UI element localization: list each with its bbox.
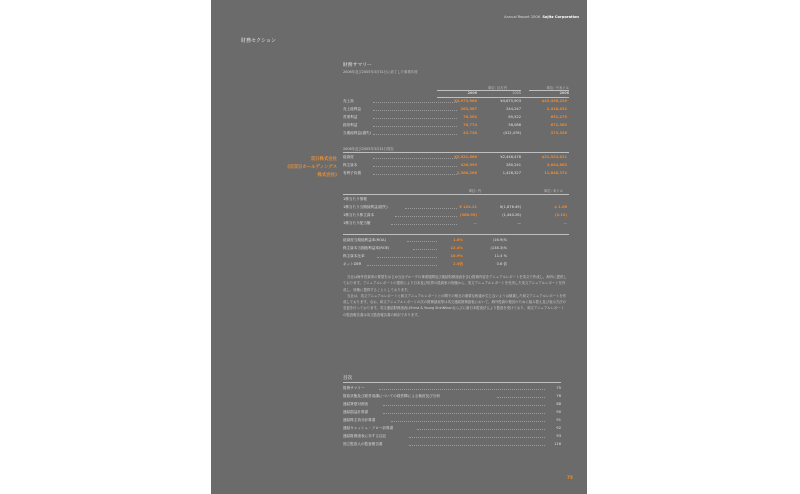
row-label: 1株当たり株主資本 (343, 213, 375, 217)
summary-title: 財務サマリー (343, 63, 372, 68)
table-row (343, 115, 567, 122)
value-2005: (412,476) (503, 131, 521, 135)
row-label: 総資産 (343, 155, 354, 159)
toc-label: 財務サマリー (343, 386, 365, 390)
toc-label: 連結財務諸表に対する注記 (343, 434, 387, 438)
table-row (343, 155, 567, 162)
toc-page: 92 (556, 426, 561, 430)
value-usd: 373,326 (550, 131, 567, 135)
row-label: 当期純利益(損失) (343, 131, 371, 135)
note-paragraph: 当社は、英文アニュアルレポートと和文アニュアルレポートとの間での相互の重要な相違が生じないようは慎重した和文アニュアルレポートを作成しております。なお、和文アニュアルレポートの次の財務諸表等は英文連結財務諸表において、海外投資の便宜のために組み替え及び表示方法の変更を行っております。英文連結財務諸表はErnst & Young ShinNihonならびに新日本監査法人より監査を受けており、和文アニュアルレポートの監査報告書は英文監査報告書の和訳であります。 (343, 293, 567, 317)
value-2006: 283,387 (460, 107, 477, 111)
row-label: ネットDER (343, 262, 362, 266)
value-2006: ¥ 124.21 (459, 205, 477, 209)
value-2005: (1,440.26) (502, 213, 521, 217)
table-row (343, 262, 567, 269)
value-usd: 651,279 (550, 115, 567, 119)
unit-jpy-per-share: 単位: 円 (468, 189, 481, 193)
value-usd: $21,523,821 (541, 155, 567, 159)
toc-title: 目次 (343, 376, 353, 381)
table-row (343, 163, 567, 170)
per-share-title: 1株当たり情報 (343, 197, 367, 201)
value-2005: — (517, 221, 521, 225)
value-usd: 672,382 (550, 123, 567, 127)
value-2006: 12.4% (450, 246, 463, 250)
value-usd: $ 1.06 (554, 205, 567, 209)
value-2005: 244,247 (506, 107, 521, 111)
value-2006: ¥2,521,660 (454, 155, 477, 159)
toc-label: 財政状態及び経営成績についての経営陣による検討及び分析 (343, 394, 440, 398)
table-row (343, 254, 567, 261)
report-name: Annual Report 2006 (504, 15, 541, 19)
toc-page: 91 (556, 418, 561, 422)
table-row (343, 221, 567, 228)
toc-item[interactable] (343, 410, 561, 418)
document-page (211, 0, 587, 494)
company-name-line: 双日株式会社 (310, 157, 337, 162)
row-label: 1株当たり配当額 (343, 221, 371, 225)
value-2006: 76,302 (463, 115, 477, 119)
value-2005: ¥(1,876.49) (499, 205, 521, 209)
table-row (343, 238, 567, 245)
value-2006: 1,386,266 (456, 171, 477, 175)
value-2006: 2.0倍 (453, 262, 463, 266)
toc-page: 90 (556, 410, 561, 414)
value-2006: 16.9% (450, 254, 463, 258)
col-header-2006-usd: 2006 (559, 91, 569, 95)
toc-page: 88 (556, 402, 561, 406)
value-2006: 1.8% (453, 238, 463, 242)
section-title: 財務セクション (241, 38, 276, 44)
company-name-block (287, 156, 337, 180)
value-2005: 280,241 (506, 163, 521, 167)
value-2005: 3.6 倍 (496, 262, 507, 266)
value-usd: 2,418,832 (546, 107, 567, 111)
toc-page: 116 (554, 442, 561, 446)
table-row (343, 246, 567, 253)
value-2005: 58,088 (508, 123, 521, 127)
running-header (504, 15, 579, 19)
value-2005: 65,522 (508, 115, 521, 119)
table-row (343, 123, 567, 130)
row-label: 総資産当期純利益率(ROA) (343, 238, 386, 242)
toc-page: 93 (556, 434, 561, 438)
value-2005: ¥4,675,903 (500, 99, 521, 103)
row-label: 株主資本 (343, 163, 358, 167)
value-2005: 1,428,327 (502, 171, 521, 175)
col-header-2006: 2006 (467, 91, 477, 95)
row-label: 売上高 (343, 99, 354, 103)
notes-paragraphs (343, 274, 567, 318)
table-row (343, 131, 567, 138)
table-row (343, 107, 567, 114)
value-usd: 11,848,374 (544, 171, 567, 175)
toc-item[interactable] (343, 442, 561, 450)
unit-usd-per-share: 単位: 米ドル (543, 189, 563, 193)
toc-label: 連結損益計算書 (343, 410, 369, 414)
value-2005: ¥2,448,478 (500, 155, 521, 159)
row-label: 営業利益 (343, 115, 358, 119)
per-share-title-row (343, 197, 567, 204)
company-name-line: 株式会社) (317, 173, 337, 178)
toc-item[interactable] (343, 418, 561, 426)
toc-page: 75 (556, 386, 561, 390)
value-2005: 11.4 % (494, 254, 507, 258)
toc-item[interactable] (343, 394, 561, 402)
table-row (343, 99, 567, 106)
row-label: 有利子負債 (343, 171, 361, 175)
row-label: 経常利益 (343, 123, 358, 127)
value-usd: 3,644,663 (546, 163, 567, 167)
page-number: 75 (566, 476, 573, 481)
toc-page: 76 (556, 394, 561, 398)
value-2006: ¥4,973,960 (454, 99, 477, 103)
note-paragraph: 当社は海外投資家の要望をはじめ当社グループの事業展開及び連結財務諸表を含む財務内容をアニュアルレポートを英文で作成し、海外に提供しております。アニュアルレポートの提供により日本及び世界の投資家の皆様から、英文アニュアルレポートを充実した英文アニュアルレポートを作成し、皆様に提供することとしております。 (343, 275, 567, 292)
toc-item[interactable] (343, 402, 561, 410)
balance-subtitle: 2006年及び2005年3月31日現在 (343, 147, 394, 151)
value-2006: — (473, 221, 477, 225)
toc-item[interactable] (343, 434, 561, 442)
value-2006: 43,738 (463, 131, 477, 135)
unit-usd: 単位: 千米ドル (546, 86, 569, 90)
company-name-line: (旧双日ホールディングス (287, 165, 337, 170)
row-label: 株主資本比率 (343, 254, 365, 258)
toc-label: 連結キャッシュ・フロー計算書 (343, 426, 394, 430)
toc-label: 連結株主持分計算書 (343, 418, 376, 422)
value-usd: $42,456,229 (541, 99, 567, 103)
company-name-header: Sojitz Corporation (542, 15, 579, 19)
unit-jpy: 単位: 百万円 (487, 86, 507, 90)
toc-label: 独立監査人の監査報告書 (343, 442, 383, 446)
row-label: 売上総利益 (343, 107, 361, 111)
row-label: 株主資本当期純利益率(ROE) (343, 246, 390, 250)
summary-subtitle: 2006年及び2005年3月31日に終了した事業年度 (343, 70, 418, 74)
table-row (343, 171, 567, 178)
table-row (343, 213, 567, 220)
value-2006: 78,774 (463, 123, 477, 127)
value-2006: (368.95) (459, 213, 477, 217)
value-usd: — (563, 221, 567, 225)
value-2005: (138.3)% (490, 246, 507, 250)
row-label: 1株当たり当期純利益(損失) (343, 205, 388, 209)
value-2005: (16.9)% (492, 238, 507, 242)
value-2006: 426,993 (460, 163, 477, 167)
table-row (343, 205, 567, 212)
value-usd: (3.15) (554, 213, 567, 217)
toc-item[interactable] (343, 426, 561, 434)
col-header-2005: 2005 (512, 91, 521, 95)
toc-label: 連結貸借対照表 (343, 402, 369, 406)
toc-item[interactable] (343, 386, 561, 394)
